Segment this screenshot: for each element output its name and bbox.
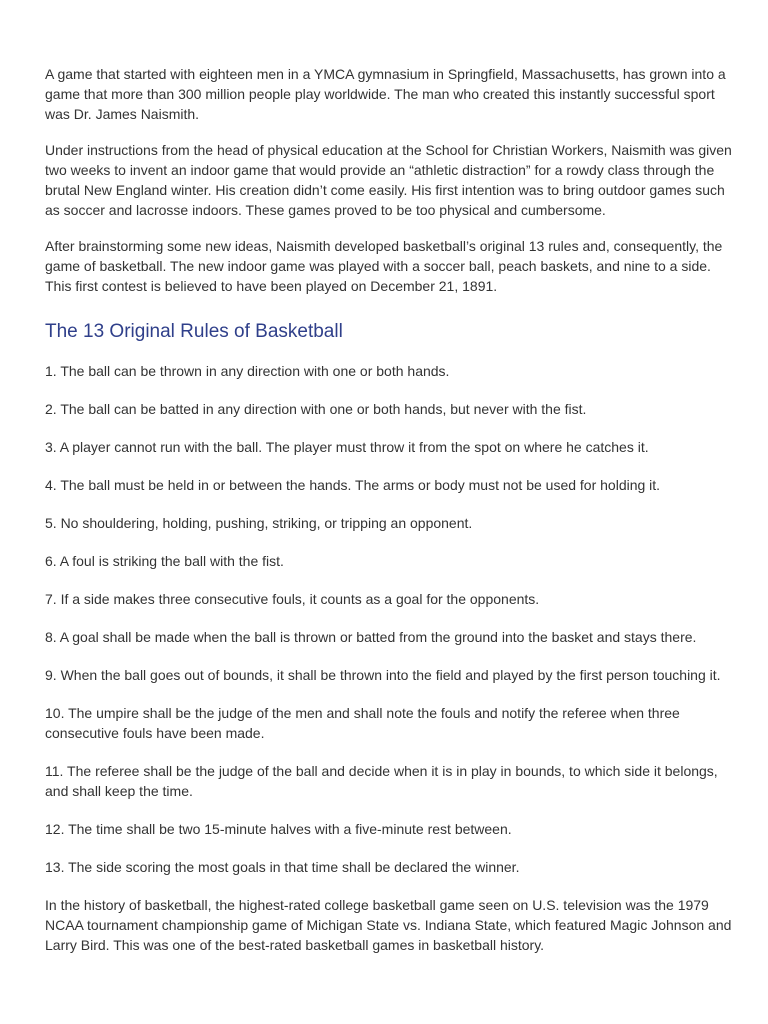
intro-paragraph: After brainstorming some new ideas, Naismith developed basketball’s original 13 rules and, consequently, the game of basketball. The new indoor game was played with a soccer ball, peach baskets, and nine to a side. This first contest is believed to have been played on December 21, 1891. [45, 238, 723, 294]
rule-item: 2. The ball can be batted in any direction with one or both hands, but never with the fist. [45, 401, 587, 417]
intro-section [45, 64, 735, 296]
rule-item: 4. The ball must be held in or between the hands. The arms or body must not be used for holding it. [45, 477, 661, 493]
rule-item: 12. The time shall be two 15-minute halves with a five-minute rest between. [45, 821, 512, 837]
rule-item: 1. The ball can be thrown in any direction with one or both hands. [45, 363, 450, 379]
rule-item: 6. A foul is striking the ball with the fist. [45, 553, 284, 569]
rules-list [45, 361, 735, 877]
article [45, 64, 735, 955]
rule-item: 3. A player cannot run with the ball. The player must throw it from the spot on where he catches it. [45, 439, 649, 455]
rule-item: 13. The side scoring the most goals in that time shall be declared the winner. [45, 859, 520, 875]
section-heading: The 13 Original Rules of Basketball [45, 321, 343, 342]
rule-item: 5. No shouldering, holding, pushing, striking, or tripping an opponent. [45, 515, 473, 531]
rule-item: 8. A goal shall be made when the ball is thrown or batted from the ground into the basket and stays there. [45, 629, 697, 645]
rule-item: 10. The umpire shall be the judge of the men and shall note the fouls and notify the referee when three consecutive fouls have been made. [45, 705, 680, 741]
closing-paragraph: In the history of basketball, the highest-rated college basketball game seen on U.S. television was the 1979 NCAA tournament championship game of Michigan State vs. Indiana State, which featured Magic Johnson and Larry Bird. This was one of the best-rated basketball games in basketball history. [45, 897, 732, 953]
rule-item: 7. If a side makes three consecutive fouls, it counts as a goal for the opponents. [45, 591, 540, 607]
rule-item: 9. When the ball goes out of bounds, it shall be thrown into the field and played by the first person touching it. [45, 667, 721, 683]
intro-paragraph: Under instructions from the head of physical education at the School for Christian Workers, Naismith was given two weeks to invent an indoor game that would provide an “athletic distraction” for a rowdy class through the brutal New England winter. His creation didn’t come easily. His first intention was to bring outdoor games such as soccer and lacrosse indoors. These games proved to be too physical and cumbersome. [45, 142, 732, 218]
intro-paragraph: A game that started with eighteen men in a YMCA gymnasium in Springfield, Massachusetts, has grown into a game that more than 300 million people play worldwide. The man who created this instantly successful sport was Dr. James Naismith. [45, 66, 726, 122]
rule-item: 11. The referee shall be the judge of the ball and decide when it is in play in bounds, to which side it belongs, and shall keep the time. [45, 763, 718, 799]
